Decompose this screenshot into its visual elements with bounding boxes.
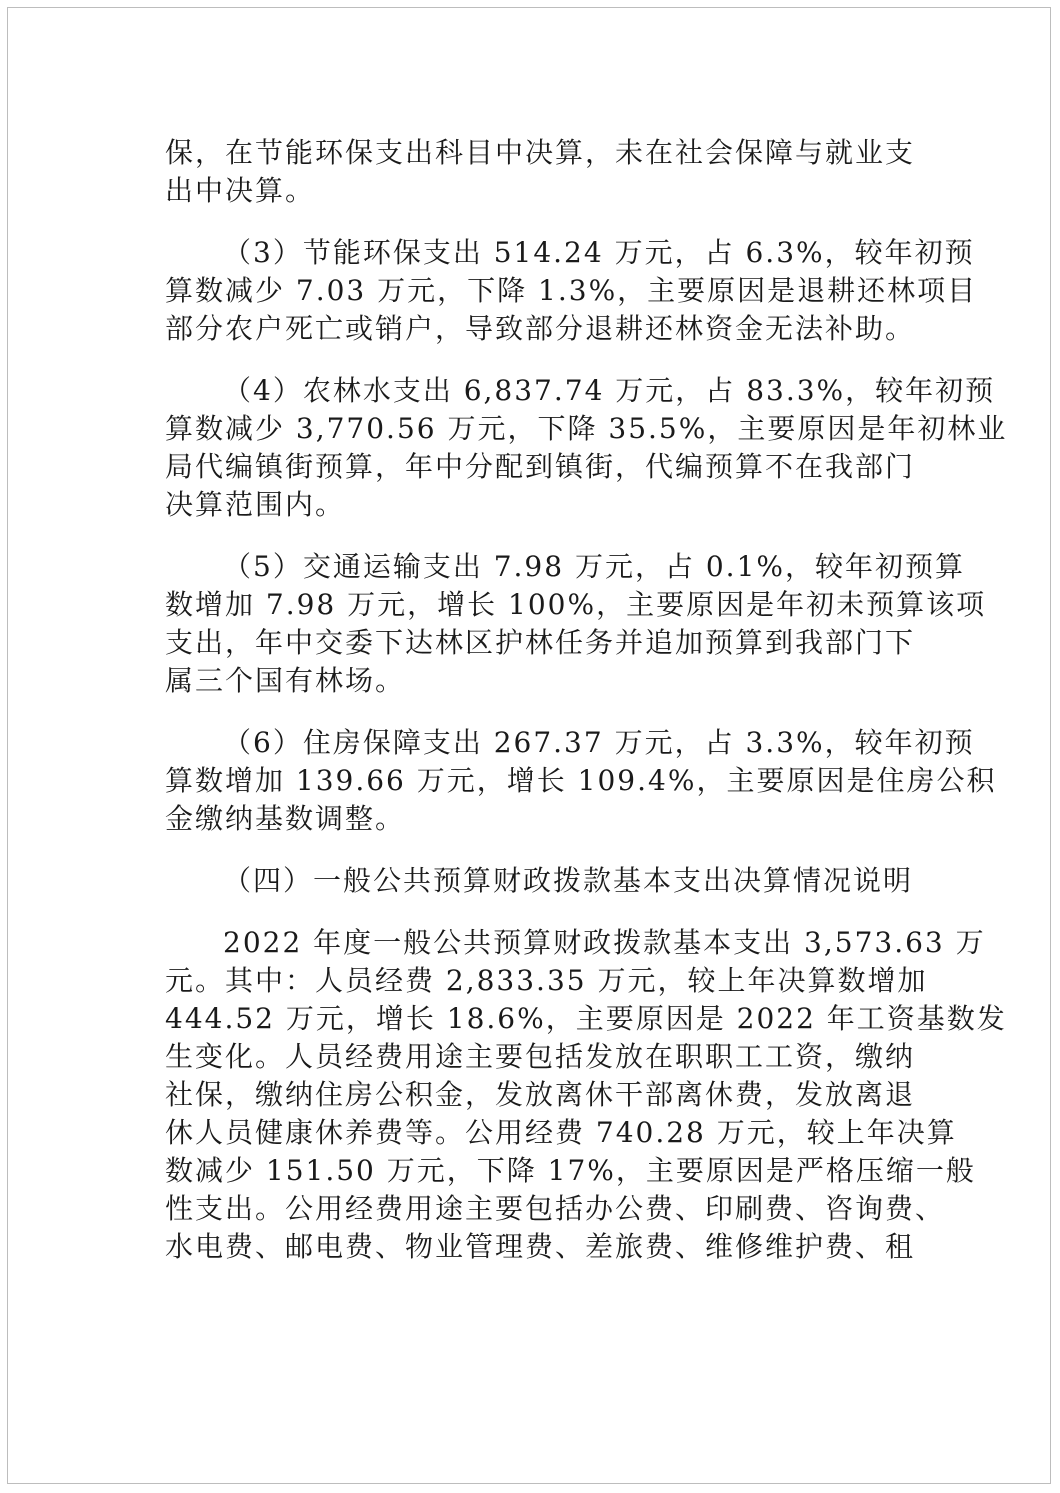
text-line: 支出，年中交委下达林区护林任务并追加预算到我部门下 <box>165 626 916 659</box>
text-line: 算数减少 7.03 万元，下降 1.3%，主要原因是退耕还林项目 <box>165 274 978 307</box>
section-heading-text: （四）一般公共预算财政拨款基本支出决算情况说明 <box>223 864 914 897</box>
text-line: 属三个国有林场。 <box>165 664 406 697</box>
text-line: 数增加 7.98 万元，增长 100%，主要原因是年初未预算该项 <box>165 588 987 621</box>
text-line: 数减少 151.50 万元，下降 17%，主要原因是严格压缩一般 <box>165 1154 976 1187</box>
text-line: 休人员健康休养费等。公用经费 740.28 万元，较上年决算 <box>165 1116 957 1149</box>
paragraph-energy-environment <box>165 234 978 348</box>
text-line: （4）农林水支出 6,837.74 万元，占 83.3%，较年初预 <box>223 374 996 407</box>
text-line: 局代编镇街预算，年中分配到镇街，代编预算不在我部门 <box>165 450 916 483</box>
text-line: 社保，缴纳住房公积金，发放离休干部离休费，发放离退 <box>165 1078 916 1111</box>
text-line: 金缴纳基数调整。 <box>165 802 406 835</box>
text-line: 出中决算。 <box>165 174 316 207</box>
text-line: （5）交通运输支出 7.98 万元，占 0.1%，较年初预算 <box>223 550 965 583</box>
text-line: 性支出。公用经费用途主要包括办公费、印刷费、咨询费、 <box>165 1192 946 1225</box>
section-heading <box>165 862 914 900</box>
text-line: 部分农户死亡或销户，导致部分退耕还林资金无法补助。 <box>165 312 916 345</box>
paragraph-transportation <box>165 548 987 700</box>
paragraph-agriculture-forestry-water <box>165 372 1008 524</box>
text-line: 444.52 万元，增长 18.6%，主要原因是 2022 年工资基数发 <box>165 1002 1007 1035</box>
text-line: 保，在节能环保支出科目中决算，未在社会保障与就业支 <box>165 136 916 169</box>
paragraph-basic-expenditure <box>165 924 1007 1266</box>
text-line: （3）节能环保支出 514.24 万元，占 6.3%，较年初预 <box>223 236 975 269</box>
text-line: 算数增加 139.66 万元，增长 109.4%，主要原因是住房公积 <box>165 764 997 797</box>
document-body <box>165 134 1008 1266</box>
text-line: 元。其中：人员经费 2,833.35 万元，较上年决算数增加 <box>165 964 928 997</box>
text-line: 水电费、邮电费、物业管理费、差旅费、维修维护费、租 <box>165 1230 916 1263</box>
text-line: 生变化。人员经费用途主要包括发放在职职工工资，缴纳 <box>165 1040 916 1073</box>
text-line: 决算范围内。 <box>165 488 346 521</box>
text-line: 2022 年度一般公共预算财政拨款基本支出 3,573.63 万 <box>223 926 986 959</box>
text-line: （6）住房保障支出 267.37 万元，占 3.3%，较年初预 <box>223 726 975 759</box>
text-line: 算数减少 3,770.56 万元，下降 35.5%，主要原因是年初林业 <box>165 412 1008 445</box>
paragraph-housing-security <box>165 724 997 838</box>
paragraph-continuation <box>165 134 916 210</box>
